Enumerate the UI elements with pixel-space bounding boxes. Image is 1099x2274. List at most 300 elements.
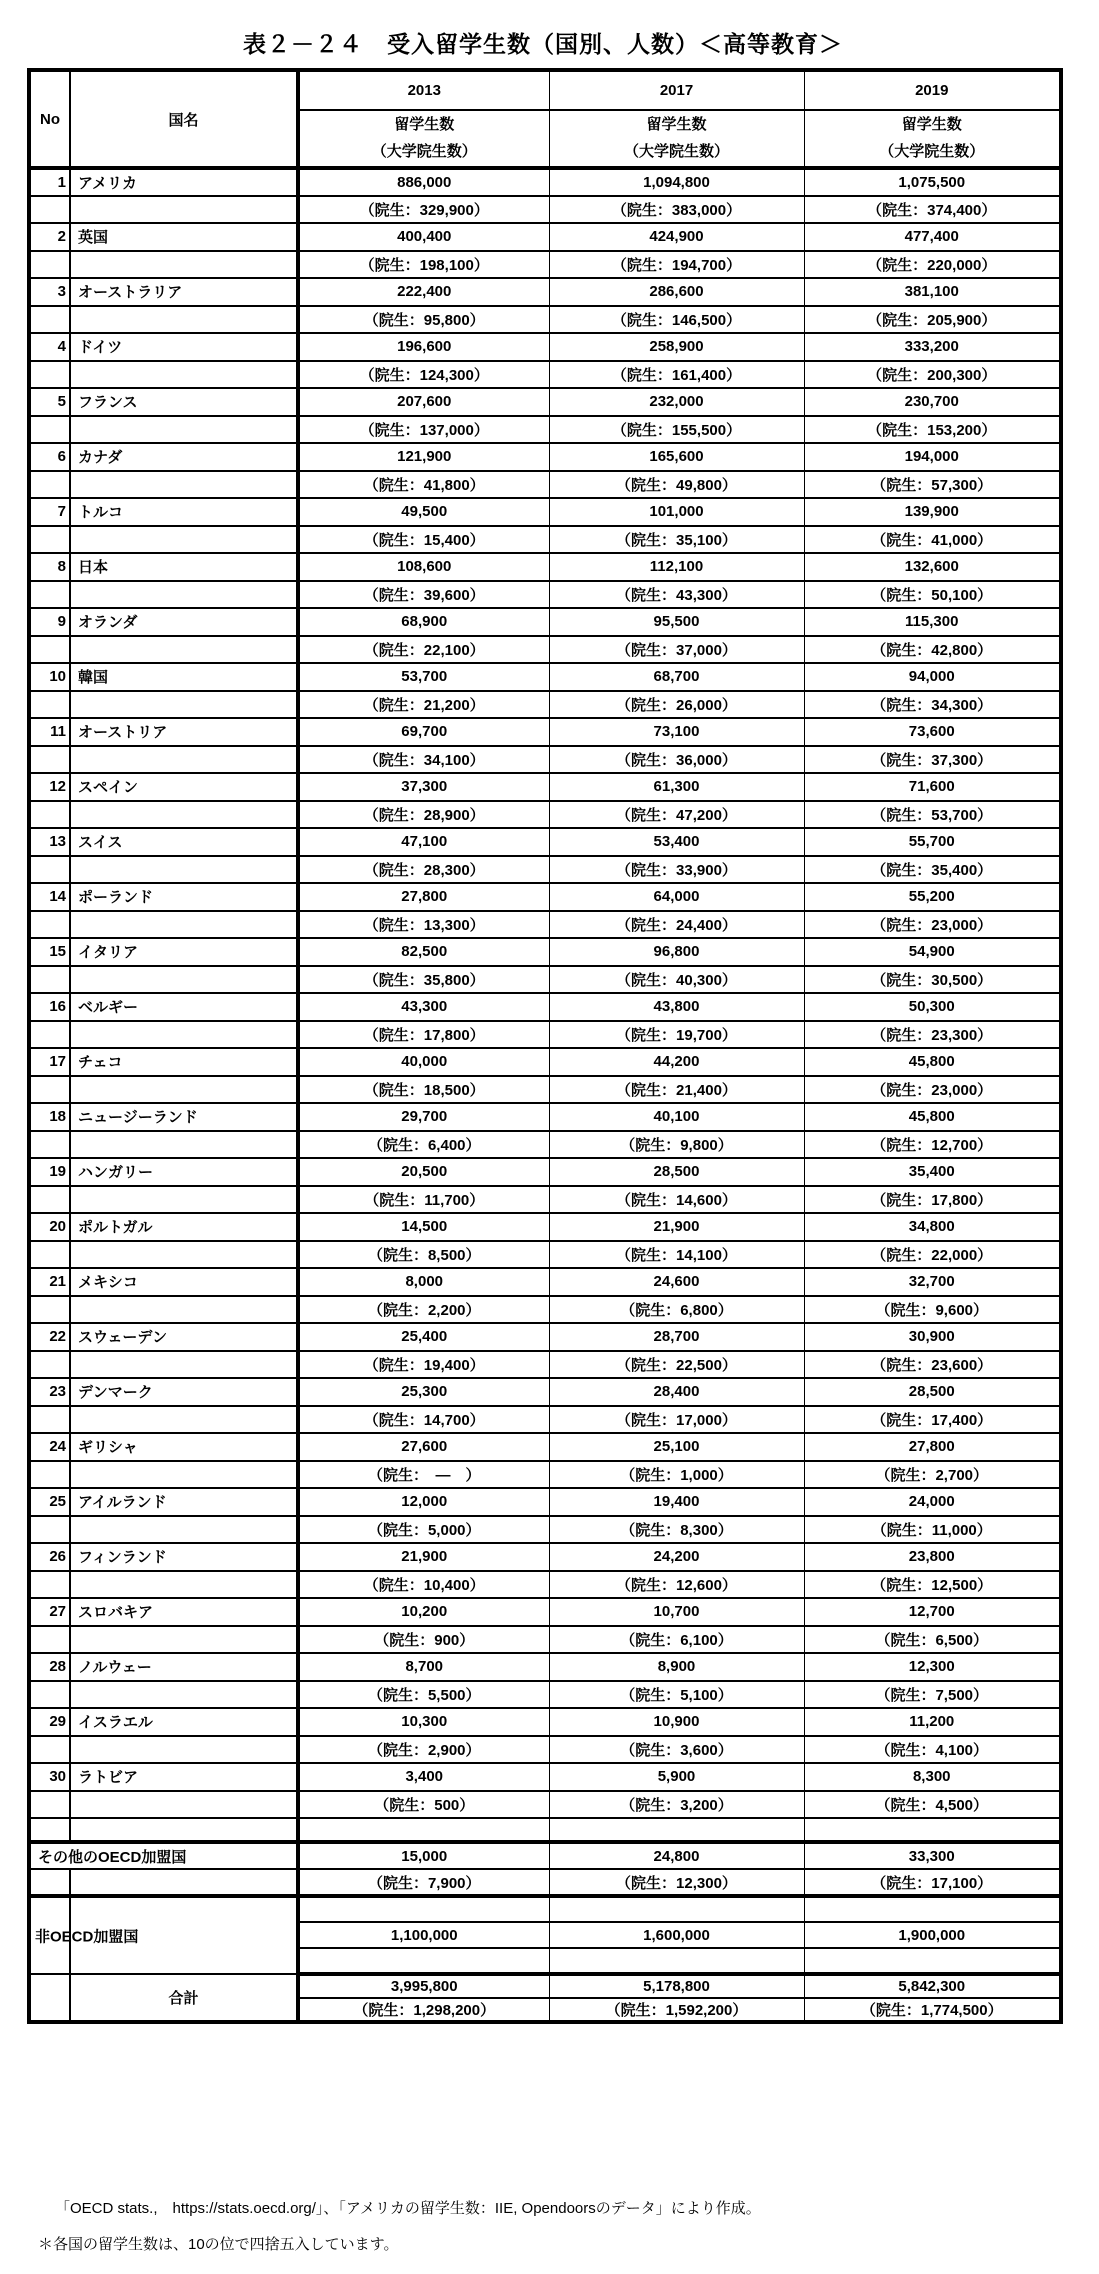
grads-2017: （院生：14,100） bbox=[549, 1241, 804, 1269]
other-oecd-students-2019: 33,300 bbox=[804, 1842, 1061, 1869]
students-2019: 73,600 bbox=[804, 718, 1061, 746]
students-2017: 28,500 bbox=[549, 1158, 804, 1186]
other-oecd-grads-2017: （院生：12,300） bbox=[549, 1869, 804, 1896]
empty-cell bbox=[549, 1896, 804, 1922]
students-2013: 108,600 bbox=[298, 553, 549, 581]
country-no: 20 bbox=[29, 1213, 70, 1241]
country-grads-row bbox=[29, 1131, 1061, 1159]
students-2017: 101,000 bbox=[549, 498, 804, 526]
grads-2017: （院生：24,400） bbox=[549, 911, 804, 939]
empty-no-cell bbox=[29, 801, 70, 829]
country-name: ギリシャ bbox=[70, 1433, 298, 1461]
grads-2019: （院生：23,300） bbox=[804, 1021, 1061, 1049]
country-grads-row bbox=[29, 1241, 1061, 1269]
country-main-row bbox=[29, 663, 1061, 691]
students-2019: 12,300 bbox=[804, 1653, 1061, 1681]
students-2013: 29,700 bbox=[298, 1103, 549, 1131]
country-no: 11 bbox=[29, 718, 70, 746]
country-grads-row bbox=[29, 581, 1061, 609]
country-name: スウェーデン bbox=[70, 1323, 298, 1351]
empty-name-cell bbox=[70, 1571, 298, 1599]
students-2013: 40,000 bbox=[298, 1048, 549, 1076]
country-main-row bbox=[29, 278, 1061, 306]
country-no: 28 bbox=[29, 1653, 70, 1681]
empty-name-cell bbox=[70, 1076, 298, 1104]
students-2019: 11,200 bbox=[804, 1708, 1061, 1736]
grads-2013: （院生：8,500） bbox=[298, 1241, 549, 1269]
country-grads-row bbox=[29, 416, 1061, 444]
country-main-row bbox=[29, 1213, 1061, 1241]
empty-no-cell bbox=[29, 1869, 70, 1896]
country-main-row bbox=[29, 1598, 1061, 1626]
country-main-row bbox=[29, 223, 1061, 251]
students-2019: 230,700 bbox=[804, 388, 1061, 416]
grads-2013: （院生：11,700） bbox=[298, 1186, 549, 1214]
grads-2013: （院生：28,900） bbox=[298, 801, 549, 829]
students-2019: 115,300 bbox=[804, 608, 1061, 636]
grads-2017: （院生：6,800） bbox=[549, 1296, 804, 1324]
students-2019: 55,700 bbox=[804, 828, 1061, 856]
grads-2019: （院生：37,300） bbox=[804, 746, 1061, 774]
students-2017: 64,000 bbox=[549, 883, 804, 911]
empty-name-cell bbox=[70, 746, 298, 774]
country-name: イスラエル bbox=[70, 1708, 298, 1736]
grads-2019: （院生：7,500） bbox=[804, 1681, 1061, 1709]
country-grads-row bbox=[29, 911, 1061, 939]
empty-name-cell bbox=[70, 1818, 298, 1842]
country-no: 21 bbox=[29, 1268, 70, 1296]
grads-2017: （院生：22,500） bbox=[549, 1351, 804, 1379]
empty-name-cell bbox=[70, 251, 298, 279]
grads-2017: （院生：12,600） bbox=[549, 1571, 804, 1599]
students-2019: 8,300 bbox=[804, 1763, 1061, 1791]
students-2017: 19,400 bbox=[549, 1488, 804, 1516]
spacer-row bbox=[29, 1818, 1061, 1842]
country-grads-row bbox=[29, 1351, 1061, 1379]
country-name: フィンランド bbox=[70, 1543, 298, 1571]
metric-line1: 留学生数 bbox=[646, 116, 707, 134]
grads-2013: （院生： ― ） bbox=[298, 1461, 549, 1489]
grads-2019: （院生：22,000） bbox=[804, 1241, 1061, 1269]
empty-name-cell bbox=[70, 1021, 298, 1049]
total-students-2019: 5,842,300 bbox=[804, 1974, 1061, 1998]
country-no: 29 bbox=[29, 1708, 70, 1736]
empty-name-cell bbox=[70, 1351, 298, 1379]
students-2013: 43,300 bbox=[298, 993, 549, 1021]
country-name: デンマーク bbox=[70, 1378, 298, 1406]
grads-2017: （院生：383,000） bbox=[549, 196, 804, 224]
country-main-row bbox=[29, 333, 1061, 361]
country-main-row bbox=[29, 938, 1061, 966]
grads-2019: （院生：9,600） bbox=[804, 1296, 1061, 1324]
grads-2013: （院生：2,200） bbox=[298, 1296, 549, 1324]
country-no: 25 bbox=[29, 1488, 70, 1516]
country-no: 18 bbox=[29, 1103, 70, 1131]
empty-name-cell bbox=[70, 1461, 298, 1489]
students-2013: 14,500 bbox=[298, 1213, 549, 1241]
other-oecd-students-2017: 24,800 bbox=[549, 1842, 804, 1869]
grads-2019: （院生：17,800） bbox=[804, 1186, 1061, 1214]
grads-2019: （院生：205,900） bbox=[804, 306, 1061, 334]
country-main-row bbox=[29, 718, 1061, 746]
country-main-row bbox=[29, 608, 1061, 636]
students-2019: 54,900 bbox=[804, 938, 1061, 966]
students-2013: 21,900 bbox=[298, 1543, 549, 1571]
empty-name-cell bbox=[70, 1131, 298, 1159]
empty-no-cell bbox=[29, 1516, 70, 1544]
non-oecd-students-2013: 1,100,000 bbox=[298, 1922, 549, 1948]
empty-name-cell bbox=[70, 1681, 298, 1709]
country-grads-row bbox=[29, 1406, 1061, 1434]
empty-no-cell bbox=[29, 911, 70, 939]
grads-2017: （院生：1,000） bbox=[549, 1461, 804, 1489]
country-name: ラトビア bbox=[70, 1763, 298, 1791]
grads-2019: （院生：57,300） bbox=[804, 471, 1061, 499]
summary-section bbox=[29, 1818, 1061, 2022]
empty-name-cell bbox=[70, 1869, 298, 1896]
non-oecd-students-2017: 1,600,000 bbox=[549, 1922, 804, 1948]
metric-line2: （大学院生数） bbox=[623, 142, 729, 160]
country-no: 27 bbox=[29, 1598, 70, 1626]
grads-2013: （院生：5,500） bbox=[298, 1681, 549, 1709]
metric-line1: 留学生数 bbox=[901, 116, 962, 134]
students-2017: 112,100 bbox=[549, 553, 804, 581]
grads-2017: （院生：36,000） bbox=[549, 746, 804, 774]
country-no: 30 bbox=[29, 1763, 70, 1791]
country-name: フランス bbox=[70, 388, 298, 416]
header-metric-2017 bbox=[549, 110, 804, 168]
empty-no-cell bbox=[29, 1186, 70, 1214]
empty-name-cell bbox=[70, 1736, 298, 1764]
grads-2013: （院生：14,700） bbox=[298, 1406, 549, 1434]
grads-2019: （院生：12,700） bbox=[804, 1131, 1061, 1159]
grads-2013: （院生：124,300） bbox=[298, 361, 549, 389]
country-name: トルコ bbox=[70, 498, 298, 526]
student-table bbox=[27, 68, 1063, 2024]
total-main-row bbox=[29, 1974, 1061, 1998]
empty-name-cell bbox=[70, 1626, 298, 1654]
grads-2017: （院生：19,700） bbox=[549, 1021, 804, 1049]
empty-no-cell bbox=[29, 416, 70, 444]
students-2013: 12,000 bbox=[298, 1488, 549, 1516]
empty-no-cell bbox=[29, 361, 70, 389]
students-2019: 50,300 bbox=[804, 993, 1061, 1021]
empty-cell bbox=[549, 1818, 804, 1842]
grads-2019: （院生：4,100） bbox=[804, 1736, 1061, 1764]
students-2017: 68,700 bbox=[549, 663, 804, 691]
students-2019: 71,600 bbox=[804, 773, 1061, 801]
country-name: アメリカ bbox=[70, 168, 298, 196]
grads-2017: （院生：21,400） bbox=[549, 1076, 804, 1104]
grads-2019: （院生：11,000） bbox=[804, 1516, 1061, 1544]
country-main-row bbox=[29, 1103, 1061, 1131]
empty-name-cell bbox=[70, 306, 298, 334]
students-2013: 222,400 bbox=[298, 278, 549, 306]
students-2013: 82,500 bbox=[298, 938, 549, 966]
grads-2017: （院生：47,200） bbox=[549, 801, 804, 829]
country-no: 17 bbox=[29, 1048, 70, 1076]
country-grads-row bbox=[29, 1516, 1061, 1544]
total-grads-2017: （院生：1,592,200） bbox=[549, 1998, 804, 2022]
grads-2013: （院生：15,400） bbox=[298, 526, 549, 554]
country-main-row bbox=[29, 1158, 1061, 1186]
grads-2019: （院生：30,500） bbox=[804, 966, 1061, 994]
country-main-row bbox=[29, 1048, 1061, 1076]
grads-2019: （院生：41,000） bbox=[804, 526, 1061, 554]
students-2019: 23,800 bbox=[804, 1543, 1061, 1571]
students-2017: 5,900 bbox=[549, 1763, 804, 1791]
country-name: アイルランド bbox=[70, 1488, 298, 1516]
students-2013: 68,900 bbox=[298, 608, 549, 636]
country-main-row bbox=[29, 553, 1061, 581]
total-grads-2013: （院生：1,298,200） bbox=[298, 1998, 549, 2022]
empty-no-cell bbox=[29, 1131, 70, 1159]
empty-no-cell bbox=[29, 746, 70, 774]
students-2017: 44,200 bbox=[549, 1048, 804, 1076]
grads-2019: （院生：23,000） bbox=[804, 1076, 1061, 1104]
students-2013: 121,900 bbox=[298, 443, 549, 471]
students-2019: 132,600 bbox=[804, 553, 1061, 581]
grads-2019: （院生：50,100） bbox=[804, 581, 1061, 609]
grads-2017: （院生：8,300） bbox=[549, 1516, 804, 1544]
students-2017: 25,100 bbox=[549, 1433, 804, 1461]
grads-2013: （院生：18,500） bbox=[298, 1076, 549, 1104]
grads-2019: （院生：23,000） bbox=[804, 911, 1061, 939]
grads-2017: （院生：9,800） bbox=[549, 1131, 804, 1159]
students-2017: 40,100 bbox=[549, 1103, 804, 1131]
country-grads-row bbox=[29, 1296, 1061, 1324]
country-no: 10 bbox=[29, 663, 70, 691]
country-main-row bbox=[29, 443, 1061, 471]
footnote-source: 「OECD stats., https://stats.oecd.org/」、「アメリカの留学生数：IIE, Opendoorsのデータ」により作成。 bbox=[55, 2200, 761, 2217]
country-no: 5 bbox=[29, 388, 70, 416]
students-2017: 1,094,800 bbox=[549, 168, 804, 196]
students-2017: 21,900 bbox=[549, 1213, 804, 1241]
students-2017: 258,900 bbox=[549, 333, 804, 361]
grads-2013: （院生：39,600） bbox=[298, 581, 549, 609]
grads-2019: （院生：2,700） bbox=[804, 1461, 1061, 1489]
country-no: 6 bbox=[29, 443, 70, 471]
country-name: スイス bbox=[70, 828, 298, 856]
empty-no-cell bbox=[29, 526, 70, 554]
country-name: 英国 bbox=[70, 223, 298, 251]
empty-no-cell bbox=[29, 1818, 70, 1842]
country-main-row bbox=[29, 1433, 1061, 1461]
country-grads-row bbox=[29, 1461, 1061, 1489]
grads-2019: （院生：42,800） bbox=[804, 636, 1061, 664]
grads-2019: （院生：35,400） bbox=[804, 856, 1061, 884]
students-2019: 30,900 bbox=[804, 1323, 1061, 1351]
country-no: 8 bbox=[29, 553, 70, 581]
country-name: ポーランド bbox=[70, 883, 298, 911]
grads-2013: （院生：34,100） bbox=[298, 746, 549, 774]
country-grads-row bbox=[29, 966, 1061, 994]
grads-2017: （院生：26,000） bbox=[549, 691, 804, 719]
grads-2013: （院生：2,900） bbox=[298, 1736, 549, 1764]
students-2019: 35,400 bbox=[804, 1158, 1061, 1186]
table-header bbox=[29, 70, 1061, 168]
page-title: 表２－２４ 受入留学生数（国別、人数）＜高等教育＞ bbox=[243, 31, 843, 57]
country-main-row bbox=[29, 168, 1061, 196]
empty-no-cell bbox=[29, 581, 70, 609]
grads-2013: （院生：35,800） bbox=[298, 966, 549, 994]
header-no: No bbox=[29, 70, 70, 168]
grads-2017: （院生：33,900） bbox=[549, 856, 804, 884]
students-2019: 34,800 bbox=[804, 1213, 1061, 1241]
country-name: 韓国 bbox=[70, 663, 298, 691]
country-name: ポルトガル bbox=[70, 1213, 298, 1241]
empty-no-cell bbox=[29, 1626, 70, 1654]
grads-2019: （院生：12,500） bbox=[804, 1571, 1061, 1599]
grads-2013: （院生：137,000） bbox=[298, 416, 549, 444]
non-oecd-label-cell bbox=[35, 1896, 298, 1974]
students-2017: 165,600 bbox=[549, 443, 804, 471]
grads-2017: （院生：6,100） bbox=[549, 1626, 804, 1654]
grads-2017: （院生：3,600） bbox=[549, 1736, 804, 1764]
country-name: スペイン bbox=[70, 773, 298, 801]
students-2017: 28,400 bbox=[549, 1378, 804, 1406]
grads-2019: （院生：4,500） bbox=[804, 1791, 1061, 1819]
empty-name-cell bbox=[70, 1516, 298, 1544]
country-grads-row bbox=[29, 636, 1061, 664]
header-year-row bbox=[29, 70, 1061, 110]
country-grads-row bbox=[29, 1571, 1061, 1599]
country-no: 7 bbox=[29, 498, 70, 526]
empty-cell bbox=[298, 1896, 549, 1922]
footnote-rounding: ＊各国の留学生数は、10の位で四捨五入しています。 bbox=[38, 2236, 399, 2253]
students-2017: 10,900 bbox=[549, 1708, 804, 1736]
header-country: 国名 bbox=[70, 70, 298, 168]
country-no: 13 bbox=[29, 828, 70, 856]
grads-2017: （院生：5,100） bbox=[549, 1681, 804, 1709]
empty-no-cell bbox=[29, 1791, 70, 1819]
students-2017: 24,600 bbox=[549, 1268, 804, 1296]
grads-2019: （院生：220,000） bbox=[804, 251, 1061, 279]
empty-no-cell bbox=[29, 636, 70, 664]
empty-no-cell bbox=[29, 1681, 70, 1709]
empty-no-cell bbox=[29, 1461, 70, 1489]
students-2013: 10,300 bbox=[298, 1708, 549, 1736]
grads-2013: （院生：6,400） bbox=[298, 1131, 549, 1159]
country-main-row bbox=[29, 1378, 1061, 1406]
students-2013: 53,700 bbox=[298, 663, 549, 691]
header-year-2013: 2013 bbox=[298, 70, 549, 110]
country-name: オーストリア bbox=[70, 718, 298, 746]
grads-2013: （院生：22,100） bbox=[298, 636, 549, 664]
empty-name-cell bbox=[70, 856, 298, 884]
header-metric-2013 bbox=[298, 110, 549, 168]
country-grads-row bbox=[29, 801, 1061, 829]
empty-no-cell bbox=[29, 471, 70, 499]
metric-line2: （大学院生数） bbox=[371, 142, 477, 160]
country-rows bbox=[29, 168, 1061, 1818]
empty-name-cell bbox=[70, 416, 298, 444]
empty-name-cell bbox=[70, 196, 298, 224]
total-grads-2019: （院生：1,774,500） bbox=[804, 1998, 1061, 2022]
country-main-row bbox=[29, 1708, 1061, 1736]
country-no: 23 bbox=[29, 1378, 70, 1406]
grads-2013: （院生：900） bbox=[298, 1626, 549, 1654]
country-grads-row bbox=[29, 251, 1061, 279]
grads-2013: （院生：198,100） bbox=[298, 251, 549, 279]
empty-no-cell bbox=[29, 1974, 70, 2022]
grads-2017: （院生：37,000） bbox=[549, 636, 804, 664]
country-name: ベルギー bbox=[70, 993, 298, 1021]
students-2019: 27,800 bbox=[804, 1433, 1061, 1461]
students-2019: 194,000 bbox=[804, 443, 1061, 471]
country-grads-row bbox=[29, 746, 1061, 774]
grads-2019: （院生：200,300） bbox=[804, 361, 1061, 389]
grads-2017: （院生：17,000） bbox=[549, 1406, 804, 1434]
empty-no-cell bbox=[29, 251, 70, 279]
country-no: 4 bbox=[29, 333, 70, 361]
empty-cell bbox=[804, 1818, 1061, 1842]
empty-no-cell bbox=[29, 1406, 70, 1434]
country-grads-row bbox=[29, 471, 1061, 499]
country-grads-row bbox=[29, 1681, 1061, 1709]
students-2013: 27,600 bbox=[298, 1433, 549, 1461]
country-no: 26 bbox=[29, 1543, 70, 1571]
country-name: イタリア bbox=[70, 938, 298, 966]
grads-2019: （院生：53,700） bbox=[804, 801, 1061, 829]
grads-2017: （院生：146,500） bbox=[549, 306, 804, 334]
country-name: 日本 bbox=[70, 553, 298, 581]
empty-no-cell bbox=[29, 196, 70, 224]
empty-name-cell bbox=[70, 636, 298, 664]
country-no: 1 bbox=[29, 168, 70, 196]
grads-2013: （院生：19,400） bbox=[298, 1351, 549, 1379]
empty-no-cell bbox=[29, 856, 70, 884]
empty-name-cell bbox=[70, 966, 298, 994]
metric-line2: （大学院生数） bbox=[879, 142, 985, 160]
country-name: オーストラリア bbox=[70, 278, 298, 306]
grads-2017: （院生：161,400） bbox=[549, 361, 804, 389]
students-2013: 25,400 bbox=[298, 1323, 549, 1351]
non-oecd-top-row bbox=[29, 1896, 1061, 1922]
students-2019: 45,800 bbox=[804, 1048, 1061, 1076]
country-name: ドイツ bbox=[70, 333, 298, 361]
other-oecd-students-2013: 15,000 bbox=[298, 1842, 549, 1869]
country-grads-row bbox=[29, 526, 1061, 554]
country-no: 16 bbox=[29, 993, 70, 1021]
country-name: カナダ bbox=[70, 443, 298, 471]
students-2013: 3,400 bbox=[298, 1763, 549, 1791]
non-oecd-label: 非OECD加盟国 bbox=[35, 1928, 139, 1945]
students-2019: 12,700 bbox=[804, 1598, 1061, 1626]
students-2017: 232,000 bbox=[549, 388, 804, 416]
empty-cell bbox=[298, 1818, 549, 1842]
non-oecd-students-2019: 1,900,000 bbox=[804, 1922, 1061, 1948]
students-2019: 55,200 bbox=[804, 883, 1061, 911]
grads-2019: （院生：6,500） bbox=[804, 1626, 1061, 1654]
country-name: オランダ bbox=[70, 608, 298, 636]
empty-no-cell bbox=[29, 1296, 70, 1324]
country-no: 2 bbox=[29, 223, 70, 251]
grads-2013: （院生：17,800） bbox=[298, 1021, 549, 1049]
students-2013: 25,300 bbox=[298, 1378, 549, 1406]
empty-no-cell bbox=[29, 1021, 70, 1049]
total-label: 合計 bbox=[70, 1974, 298, 2022]
students-2013: 8,700 bbox=[298, 1653, 549, 1681]
students-2017: 73,100 bbox=[549, 718, 804, 746]
students-2019: 45,800 bbox=[804, 1103, 1061, 1131]
country-grads-row bbox=[29, 1076, 1061, 1104]
country-main-row bbox=[29, 773, 1061, 801]
country-name: メキシコ bbox=[70, 1268, 298, 1296]
empty-name-cell bbox=[70, 1186, 298, 1214]
empty-cell bbox=[298, 1948, 549, 1974]
country-grads-row bbox=[29, 1626, 1061, 1654]
